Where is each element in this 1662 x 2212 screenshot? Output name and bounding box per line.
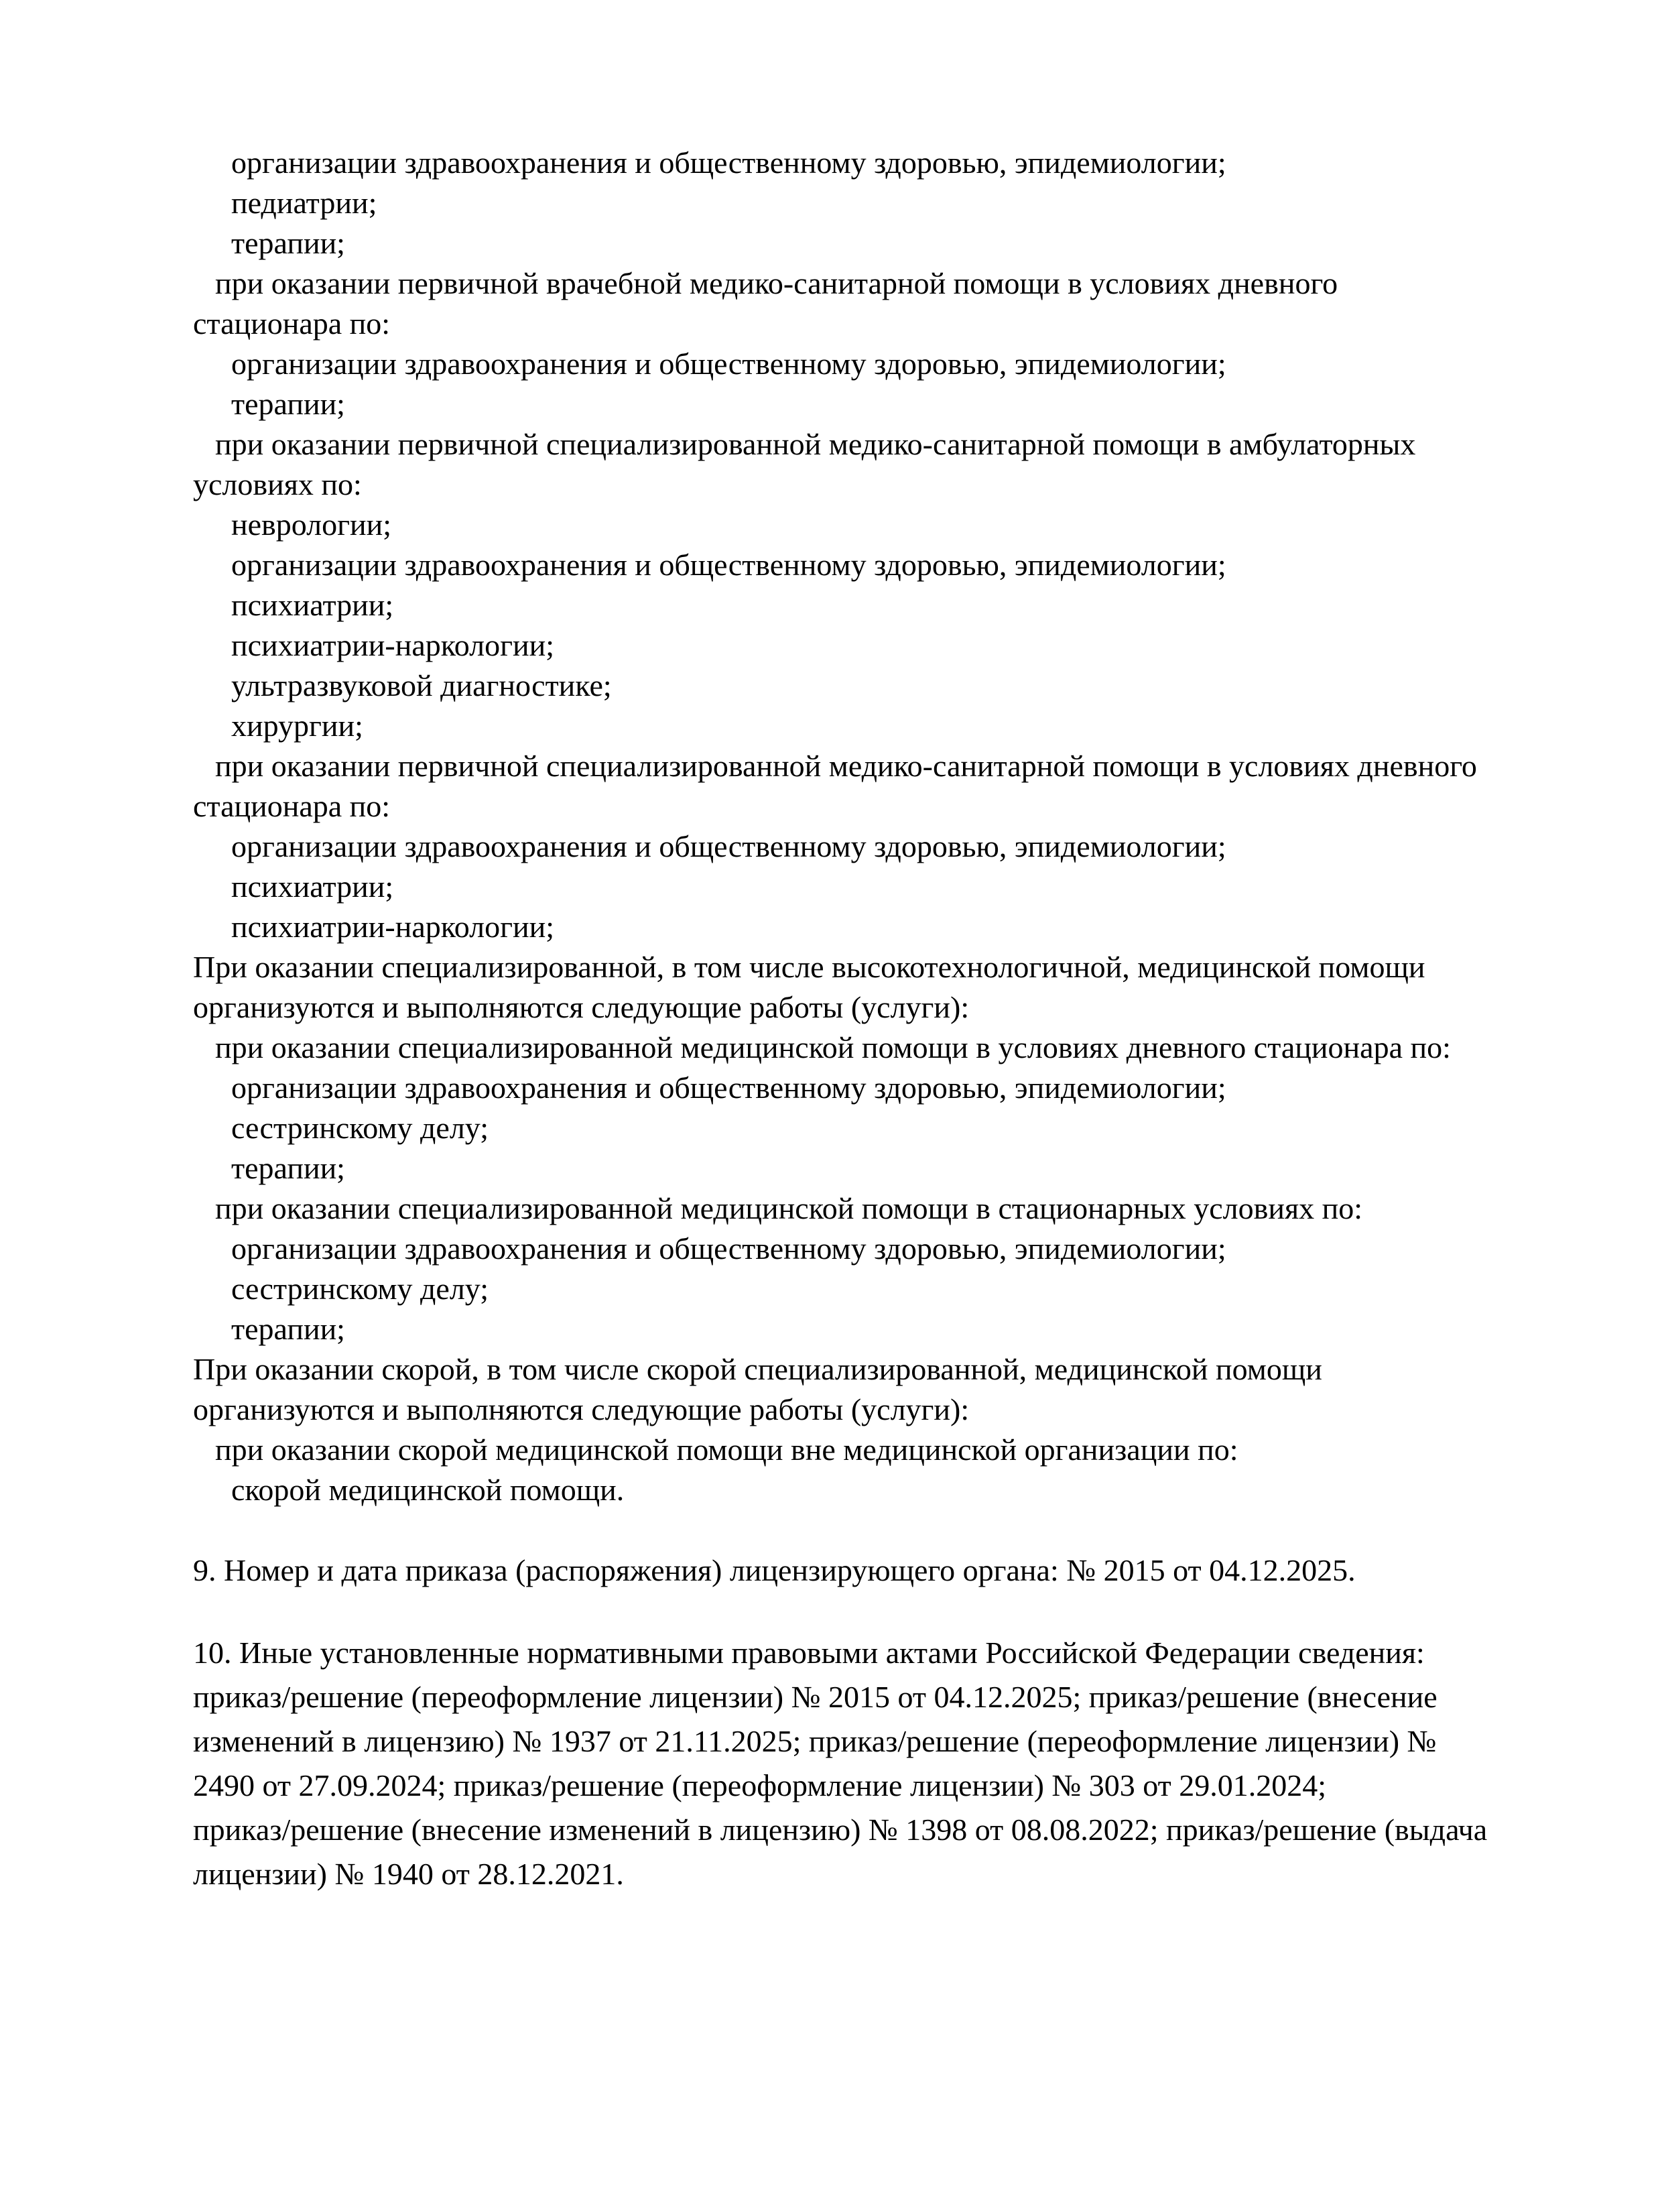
text-line: изменений в лицензию) № 1937 от 21.11.2025; приказ/решение (переоформление лицензии) № [193,1724,1437,1758]
text-line: организации здравоохранения и общественному здоровью, эпидемиологии; [231,145,1226,180]
text-line: сестринскому делу; [231,1111,489,1145]
text-line: психиатрии-наркологии; [231,910,554,944]
text-line: стационара по: [193,306,391,341]
text-line: лицензии) № 1940 от 28.12.2021. [193,1857,624,1891]
text-line: при оказании первичной специализированной медико-санитарной помощи в амбулаторных [215,427,1416,461]
text-line: организации здравоохранения и общественному здоровью, эпидемиологии; [231,1070,1226,1105]
blank-line [0,1591,1662,1631]
text-line: при оказании скорой медицинской помощи вне медицинской организации по: [215,1432,1238,1467]
text-line: При оказании специализированной, в том числе высокотехнологичной, медицинской помощи [193,950,1425,984]
text-line: 10. Иные установленные нормативными правовыми актами Российской Федерации сведения: [193,1636,1425,1670]
text-line: при оказании первичной врачебной медико-санитарной помощи в условиях дневного [215,266,1338,300]
works-services-list [0,143,1662,1510]
text-line: организации здравоохранения и общественному здоровью, эпидемиологии; [231,1231,1226,1266]
text-line: терапии; [231,1151,345,1185]
text-line: ультразвуковой диагностике; [231,668,612,702]
text-line: стационара по: [193,789,391,823]
text-line: психиатрии; [231,588,394,622]
text-line: при оказании специализированной медицинской помощи в условиях дневного стационара по: [215,1030,1451,1064]
text-line: При оказании скорой, в том числе скорой специализированной, медицинской помощи [193,1352,1322,1386]
text-line: хирургии; [231,709,363,743]
text-line: организуются и выполняются следующие работы (услуги): [193,1392,970,1426]
clause-9-block [0,1550,1662,1591]
text-line: приказ/решение (внесение изменений в лицензию) № 1398 от 08.08.2022; приказ/решение (выдача [193,1812,1488,1847]
text-line: организации здравоохранения и общественному здоровью, эпидемиологии; [231,548,1226,582]
text-line: организации здравоохранения и общественному здоровью, эпидемиологии; [231,347,1226,381]
text-line: психиатрии; [231,869,394,904]
text-line: 2490 от 27.09.2024; приказ/решение (переоформление лицензии) № 303 от 29.01.2024; [193,1768,1327,1802]
text-line: приказ/решение (переоформление лицензии) № 2015 от 04.12.2025; приказ/решение (внесение [193,1680,1437,1714]
text-line: терапии; [231,387,345,421]
text-line: организации здравоохранения и общественному здоровью, эпидемиологии; [231,829,1226,863]
text-line: скорой медицинской помощи. [231,1473,625,1507]
text-line: психиатрии-наркологии; [231,628,554,662]
text-line: организуются и выполняются следующие работы (услуги): [193,990,970,1024]
text-line: сестринскому делу; [231,1272,489,1306]
blank-line [0,1510,1662,1550]
text-line: при оказании первичной специализированной медико-санитарной помощи в условиях дневного [215,749,1477,783]
text-line: неврологии; [231,507,391,542]
clause-10-other-info [0,1631,1662,1896]
text-line: терапии; [231,226,345,260]
text-line: условиях по: [193,467,362,501]
text-line: терапии; [231,1312,345,1346]
text-line: педиатрии; [231,186,377,220]
clause-9-order-number-line: 9. Номер и дата приказа (распоряжения) лицензирующего органа: № 2015 от 04.12.2025. [193,1553,1356,1587]
text-line: при оказании специализированной медицинской помощи в стационарных условиях по: [215,1191,1362,1225]
